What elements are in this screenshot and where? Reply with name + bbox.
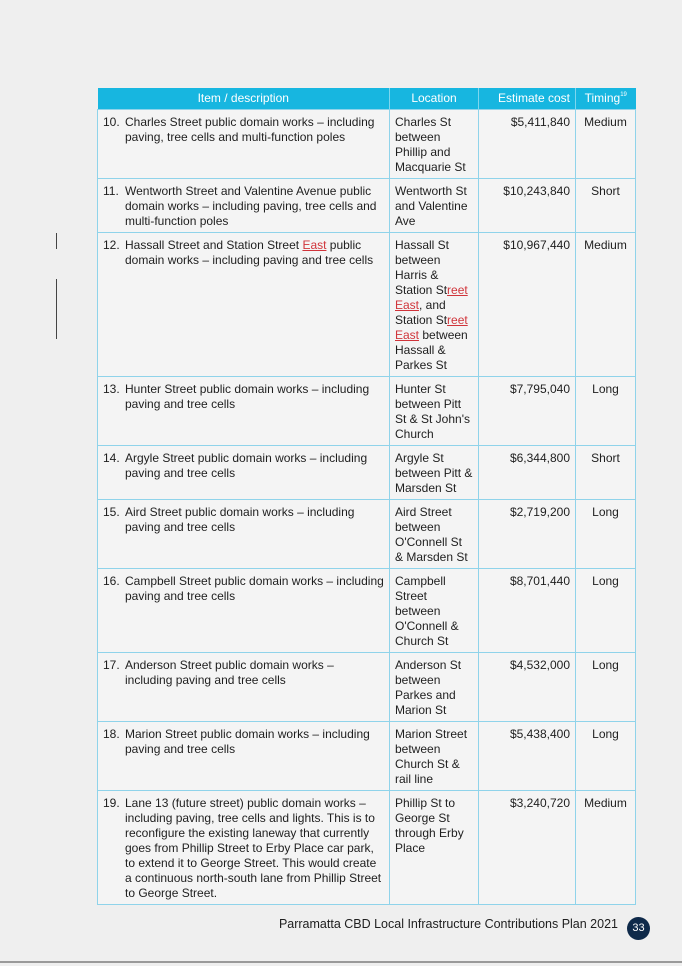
item-location: Argyle St between Pitt & Marsden St xyxy=(390,446,479,500)
item-timing: Long xyxy=(576,500,636,569)
item-number: 19. xyxy=(103,796,120,810)
item-number: 10. xyxy=(103,115,120,129)
item-description: Wentworth Street and Valentine Avenue public domain works – including paving, tree cells and multi-function poles xyxy=(125,184,377,228)
tracked-insertion: East xyxy=(302,238,327,252)
item-cost: $4,532,000 xyxy=(479,653,576,722)
tracked-insertion: reet East xyxy=(395,283,468,312)
works-table xyxy=(97,88,636,905)
item-location: Anderson St between Parkes and Marion St xyxy=(390,653,479,722)
item-description: Hunter Street public domain works – including paving and tree cells xyxy=(125,382,370,411)
item-timing: Long xyxy=(576,653,636,722)
change-bar-1 xyxy=(56,233,57,249)
item-location: Phillip St to George St through Erby Place xyxy=(390,791,479,905)
item-number: 18. xyxy=(103,727,120,741)
item-location: Hunter St between Pitt St & St John's Church xyxy=(390,377,479,446)
header-location: Location xyxy=(390,88,479,110)
item-number: 14. xyxy=(103,451,120,465)
table-row xyxy=(98,377,636,446)
item-number: 17. xyxy=(103,658,120,672)
item-cost: $10,967,440 xyxy=(479,233,576,377)
item-number: 15. xyxy=(103,505,120,519)
item-location: Aird Street between O'Connell St & Marsden St xyxy=(390,500,479,569)
item-timing: Medium xyxy=(576,233,636,377)
item-number: 16. xyxy=(103,574,120,588)
item-cost: $2,719,200 xyxy=(479,500,576,569)
item-description: Aird Street public domain works – including paving and tree cells xyxy=(125,505,355,534)
item-number: 11. xyxy=(103,184,119,198)
item-description: Lane 13 (future street) public domain works – including paving, tree cells and lights. This is to reconfigure the existing laneway that currently goes from Phillip Street to Erby Place car park, to extend it to George Street. This would create a continuous north-south lane from Phillip Street to George Street. xyxy=(125,796,382,900)
item-description: Campbell Street public domain works – including paving and tree cells xyxy=(125,574,384,603)
table-row xyxy=(98,233,636,377)
table-row xyxy=(98,569,636,653)
item-timing: Medium xyxy=(576,110,636,179)
footer-title: Parramatta CBD Local Infrastructure Contributions Plan 2021 xyxy=(278,917,618,931)
table-row xyxy=(98,446,636,500)
item-description: Argyle Street public domain works – including paving and tree cells xyxy=(125,451,368,480)
item-timing: Long xyxy=(576,377,636,446)
table-header-row xyxy=(98,88,636,110)
item-description: Hassall Street and Station Street East public domain works – including paving and tree cells xyxy=(125,238,374,267)
table-row xyxy=(98,500,636,569)
item-cost: $5,438,400 xyxy=(479,722,576,791)
item-timing: Medium xyxy=(576,791,636,905)
item-cost: $5,411,840 xyxy=(479,110,576,179)
item-description: Marion Street public domain works – including paving and tree cells xyxy=(125,727,370,756)
item-cost: $8,701,440 xyxy=(479,569,576,653)
item-location: Charles St between Phillip and Macquarie St xyxy=(390,110,479,179)
item-location: Hassall St between Harris & Station Street East, and Station Street East between Hassall & Parkes St xyxy=(390,233,479,377)
item-location: Campbell Street between O'Connell & Church St xyxy=(390,569,479,653)
item-cost: $7,795,040 xyxy=(479,377,576,446)
change-bar-2 xyxy=(56,279,57,339)
page-number: 33 xyxy=(627,917,650,940)
tracked-insertion: reet East xyxy=(395,313,468,342)
item-cost: $10,243,840 xyxy=(479,179,576,233)
item-number: 12. xyxy=(103,238,120,252)
header-timing: Timing$^{19}$ xyxy=(576,88,636,110)
header-cost: Estimate cost xyxy=(479,88,576,110)
timing-footnote-ref: 19 xyxy=(620,92,627,98)
table-row xyxy=(98,722,636,791)
item-timing: Long xyxy=(576,569,636,653)
table-row xyxy=(98,179,636,233)
item-timing: Short xyxy=(576,179,636,233)
item-description: Charles Street public domain works – including paving, tree cells and multi-function poles xyxy=(125,115,375,144)
table-row xyxy=(98,110,636,179)
item-timing: Short xyxy=(576,446,636,500)
item-number: 13. xyxy=(103,382,120,396)
item-location: Wentworth St and Valentine Ave xyxy=(390,179,479,233)
table-row xyxy=(98,653,636,722)
table-row xyxy=(98,791,636,905)
item-cost: $3,240,720 xyxy=(479,791,576,905)
header-item: Item / description xyxy=(98,88,390,110)
item-description: Anderson Street public domain works – including paving and tree cells xyxy=(125,658,334,687)
page-edge-divider xyxy=(0,961,682,963)
item-location: Marion Street between Church St & rail line xyxy=(390,722,479,791)
item-timing: Long xyxy=(576,722,636,791)
item-cost: $6,344,800 xyxy=(479,446,576,500)
